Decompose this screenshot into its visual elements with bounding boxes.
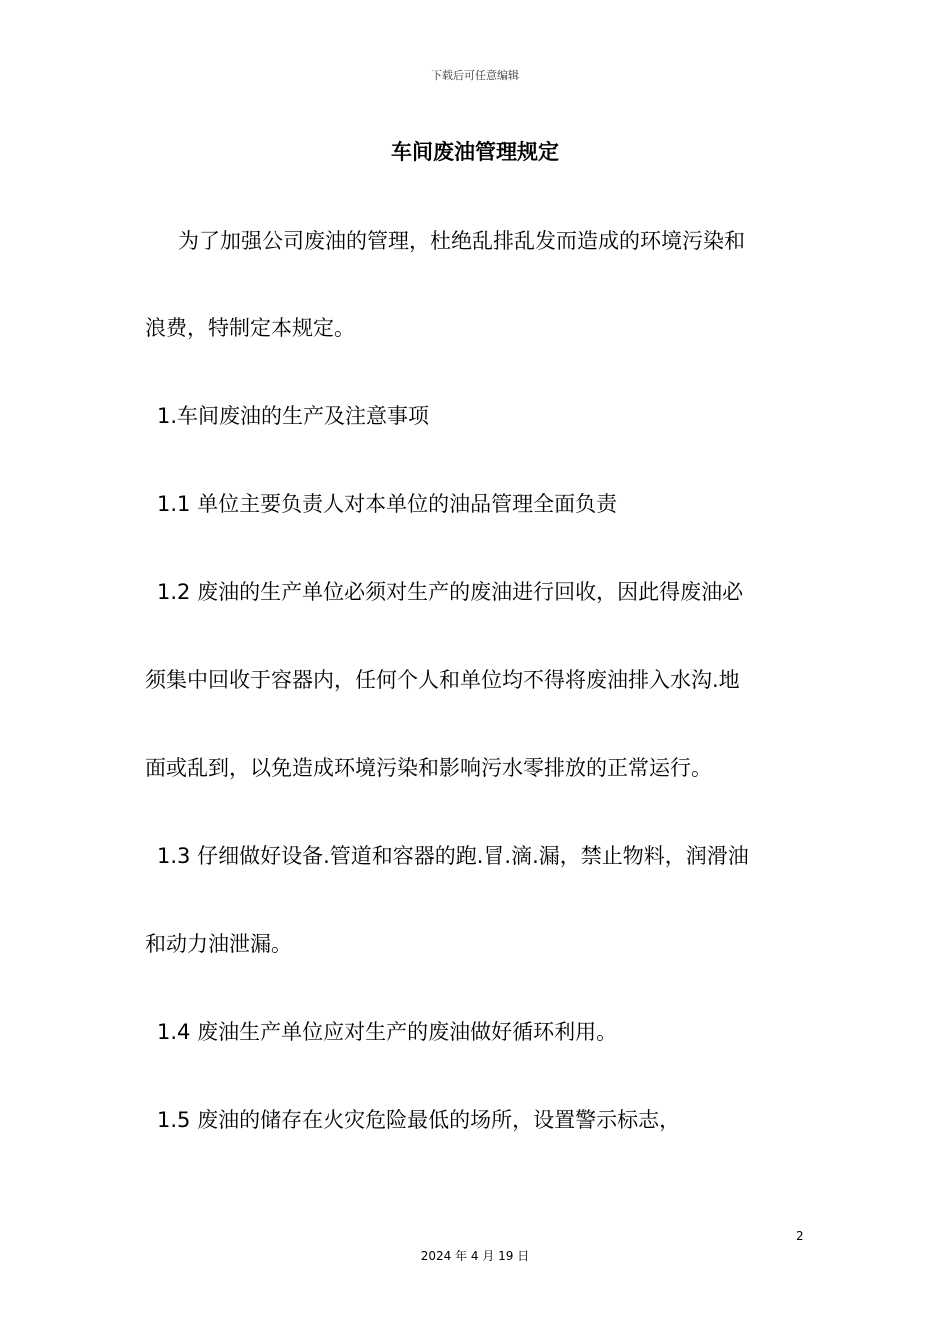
page-number: 2 xyxy=(796,1229,804,1243)
paragraph-line: 浪费，特制定本规定。 xyxy=(145,316,355,340)
paragraph-line: 面或乱到，以免造成环境污染和影响污水零排放的正常运行。 xyxy=(145,756,712,780)
paragraph-line: 须集中回收于容器内，任何个人和单位均不得将废油排入水沟.地 xyxy=(145,668,740,692)
paragraph-line: 1.1 单位主要负责人对本单位的油品管理全面负责 xyxy=(157,492,618,516)
footer-date: 2024 年 4 月 19 日 xyxy=(420,1249,530,1263)
paragraph-line: 为了加强公司废油的管理，杜绝乱排乱发而造成的环境污染和 xyxy=(178,229,745,253)
paragraph-line: 1.4 废油生产单位应对生产的废油做好循环利用。 xyxy=(157,1020,618,1044)
paragraph-line: 1.5 废油的储存在火灾危险最低的场所，设置警示标志， xyxy=(157,1108,681,1132)
paragraph-line: 1.2 废油的生产单位必须对生产的废油进行回收，因此得废油必 xyxy=(157,580,744,604)
header-note: 下载后可任意编辑 xyxy=(431,69,519,82)
section-heading: 1.车间废油的生产及注意事项 xyxy=(157,404,430,428)
paragraph-line: 和动力油泄漏。 xyxy=(145,932,292,956)
document-title: 车间废油管理规定 xyxy=(391,140,559,164)
paragraph-line: 1.3 仔细做好设备.管道和容器的跑.冒.滴.漏，禁止物料，润滑油 xyxy=(157,844,749,868)
